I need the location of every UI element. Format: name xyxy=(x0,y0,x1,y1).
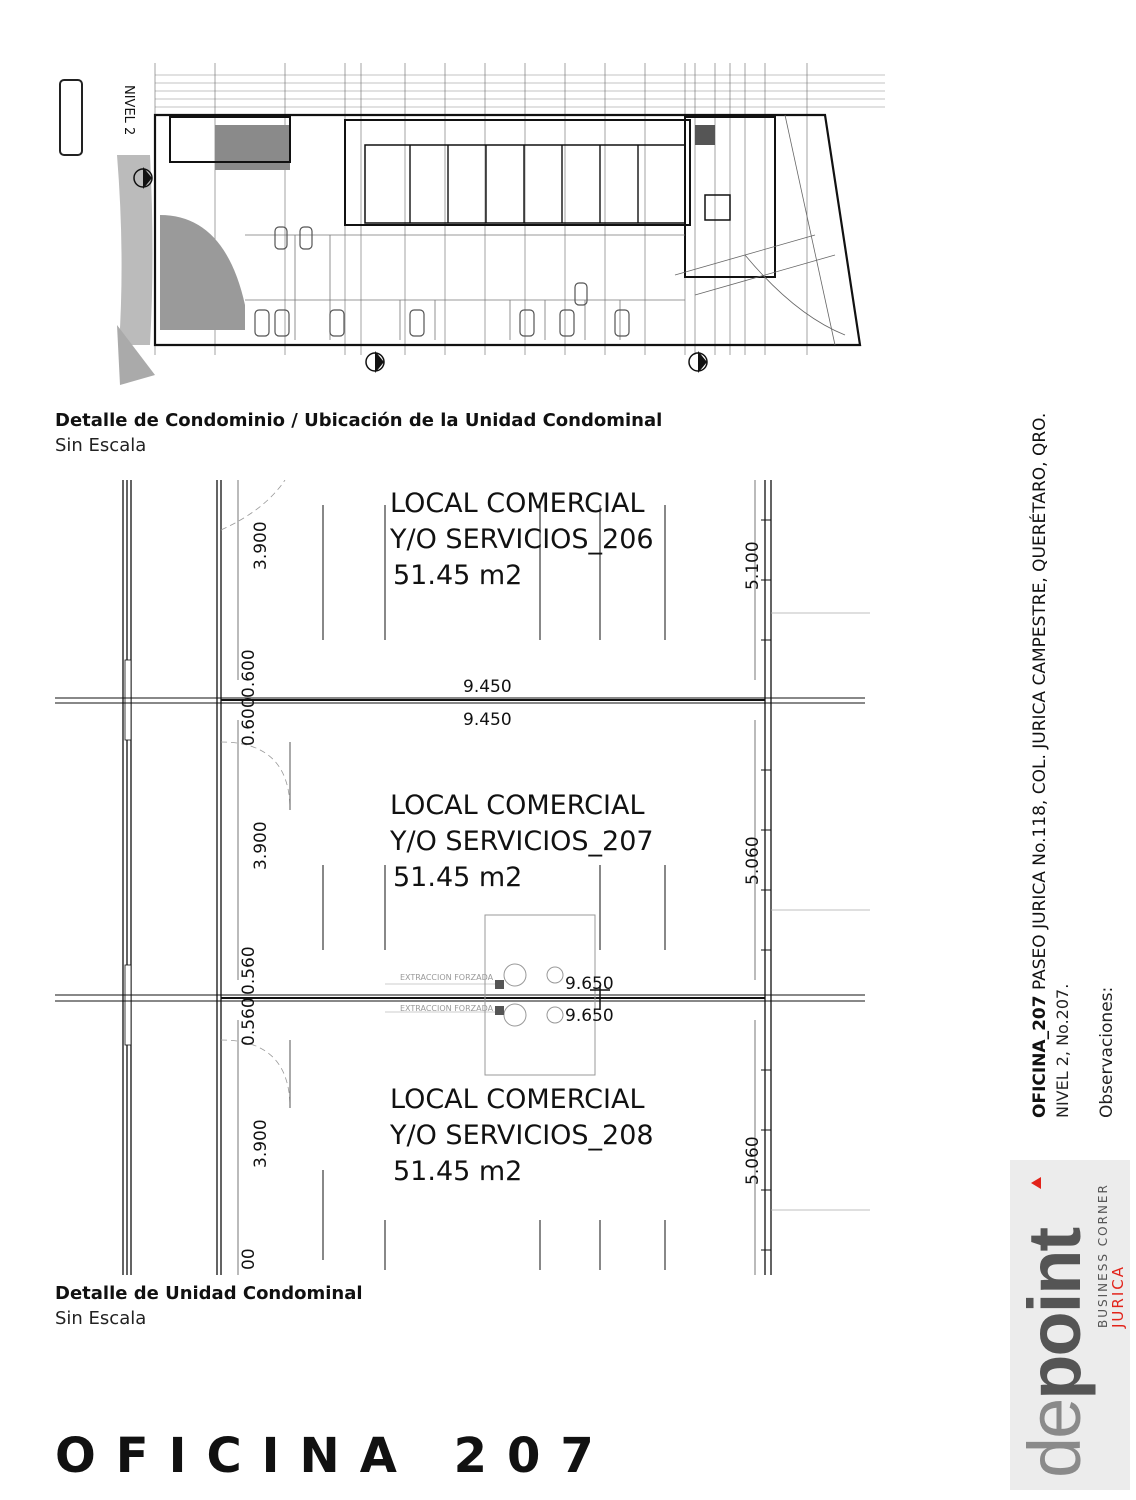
dim-h2: 5.060 xyxy=(743,836,763,885)
logo-tagline-2: JURICA xyxy=(1109,1265,1127,1328)
unit-plan-caption-title: Detalle de Unidad Condominal xyxy=(55,1283,363,1304)
logo-brand-de: de xyxy=(1013,1399,1096,1478)
logo-tagline-1: BUSINESS CORNER xyxy=(1096,1183,1110,1328)
site-plan-caption-scale: Sin Escala xyxy=(55,435,147,456)
dim-bottom-partial: 00 xyxy=(239,1248,259,1270)
unit-207-line2: Y/O SERVICIOS_207 xyxy=(390,826,654,857)
address-line-1 xyxy=(1030,413,1050,1118)
dim-h3: 5.060 xyxy=(743,1136,763,1185)
site-plan-drawing xyxy=(55,55,895,385)
unit-208-area: 51.45 m2 xyxy=(393,1156,523,1187)
page-title: OFICINA 207 xyxy=(55,1428,614,1484)
dim-w3: 3.900 xyxy=(251,1119,271,1168)
dim-wall1a: 0.600 xyxy=(239,649,259,698)
dim-len2a: 9.650 xyxy=(565,974,614,994)
exhaust-label-1: EXTRACCION FORZADA xyxy=(400,973,494,982)
unit-207-area: 51.45 m2 xyxy=(393,862,523,893)
dim-len1a: 9.450 xyxy=(463,677,512,697)
dim-w2: 3.900 xyxy=(251,821,271,870)
unit-206-line2: Y/O SERVICIOS_206 xyxy=(390,524,654,555)
address-bold: OFICINA_207 xyxy=(1030,995,1050,1118)
depoint-logo xyxy=(1010,1160,1130,1490)
logo-brand-point: point xyxy=(1013,1228,1096,1400)
dim-len1b: 9.450 xyxy=(463,710,512,730)
dim-wall1b: 0.600 xyxy=(239,697,259,746)
site-level-label: NIVEL 2 xyxy=(121,85,136,136)
unit-plan-caption-scale: Sin Escala xyxy=(55,1308,147,1329)
unit-206-area: 51.45 m2 xyxy=(393,560,523,591)
dim-len2b: 9.650 xyxy=(565,1006,614,1026)
dim-w1: 3.900 xyxy=(251,521,271,570)
unit-206-line1: LOCAL COMERCIAL xyxy=(390,488,645,519)
address-text: PASEO JURICA No.118, COL. JURICA CAMPESTRE, QUERÉTARO, QRO. xyxy=(1030,412,1050,996)
exhaust-label-2: EXTRACCION FORZADA xyxy=(400,1004,494,1013)
logo-accent-icon xyxy=(1031,1177,1041,1189)
site-plan-caption-title: Detalle de Condominio / Ubicación de la Unidad Condominal xyxy=(55,410,663,431)
dim-h1: 5.100 xyxy=(743,541,763,590)
unit-plan-drawing xyxy=(55,480,875,1275)
unit-208-line2: Y/O SERVICIOS_208 xyxy=(390,1120,654,1151)
unit-208-line1: LOCAL COMERCIAL xyxy=(390,1084,645,1115)
unit-207-line1: LOCAL COMERCIAL xyxy=(390,790,645,821)
observaciones-label: Observaciones: xyxy=(1097,986,1117,1118)
dim-wall2b: 0.560 xyxy=(239,997,259,1046)
address-line-2: NIVEL 2, No.207. xyxy=(1053,983,1072,1118)
dim-wall2a: 0.560 xyxy=(239,946,259,995)
